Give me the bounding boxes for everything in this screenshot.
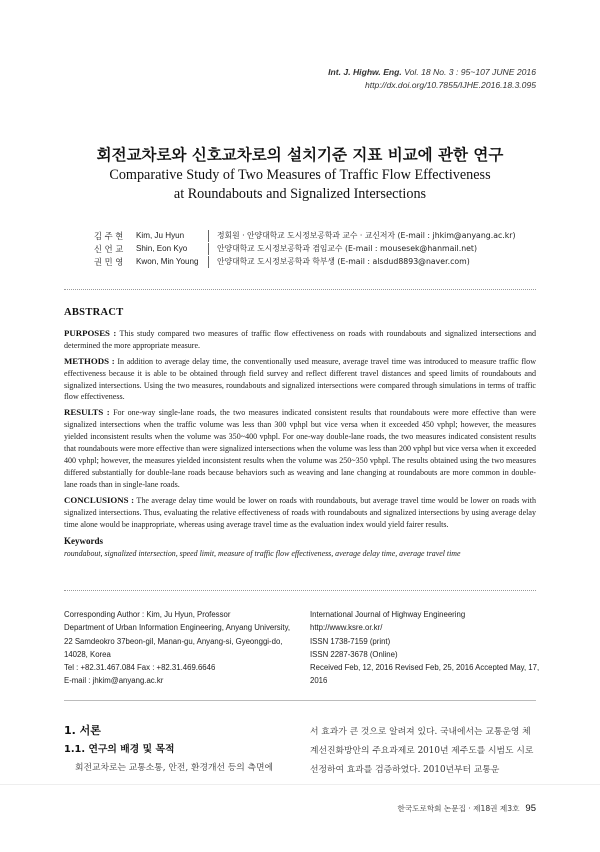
author-list: [94, 229, 516, 268]
abstract-conclusions: [64, 495, 536, 531]
received-dates: Received Feb, 12, 2016 Revised Feb, 25, 2016 Accepted May, 17, 2016: [310, 663, 540, 686]
issn-print: ISSN 1738-7159 (print): [310, 636, 391, 646]
correspondence-block: [64, 608, 296, 688]
footer-rule: [0, 784, 600, 785]
purposes-label: PURPOSES :: [64, 327, 117, 338]
author-affiliation: 정회원 · 안양대학교 도시정보공학과 교수 · 교신저자 (E-mail : jhkim@anyang.ac.kr): [217, 231, 516, 240]
volume-info: Vol. 18 No. 3 : 95~107 JUNE 2016: [404, 67, 536, 77]
title-english-line2: at Roundabouts and Signalized Intersections: [173, 186, 427, 202]
divider-solid: [64, 700, 536, 701]
corr-line: 22 Samdeokro 37beon-gil, Manan-gu, Anyang-si, Gyeonggi-do,: [64, 636, 283, 646]
abstract-purposes: [64, 328, 536, 352]
author-row: [94, 242, 516, 255]
subsection-title: 1.1. 연구의 배경 및 목적: [64, 744, 175, 755]
keywords-list: roundabout, signalized intersection, speed limit, measure of traffic flow effectiveness, average delay time, average travel time: [64, 549, 461, 559]
abstract-block: [64, 307, 536, 560]
methods-text: In addition to average delay time, the conventionally used measure, average travel time was introduced to measure traffic flow effectiveness because it is able to be obtained through field survey and reflect different travel distances and speed limits of roundabouts and signalized intersections. Using the two measures, roundabouts and signalized intersections were compared through simulations in terms of traffic flow effectiveness.: [64, 356, 537, 402]
journal-header: [328, 66, 536, 92]
author-name-en: Kwon, Min Young: [136, 257, 199, 266]
page-footer: [397, 803, 536, 814]
author-row: [94, 229, 516, 242]
divider-dotted: [64, 590, 536, 591]
journal-url[interactable]: http://www.ksre.or.kr/: [310, 623, 383, 633]
author-name-en: Kim, Ju Hyun: [136, 231, 185, 240]
conclusions-label: CONCLUSIONS :: [64, 494, 135, 505]
title-korean: 회전교차로와 신호교차로의 설치기준 지표 비교에 관한 연구: [96, 146, 504, 164]
journal-abbrev: Int. J. Highw. Eng.: [328, 67, 402, 77]
title-english: [0, 166, 600, 204]
author-divider: [208, 230, 209, 242]
page-number: 95: [525, 803, 536, 814]
section-title: 1. 서론: [64, 724, 101, 737]
corr-email[interactable]: E-mail : jhkim@anyang.ac.kr: [64, 676, 164, 686]
corr-line: 14028, Korea: [64, 649, 111, 659]
author-divider: [208, 256, 209, 268]
author-name-ko: 김 주 현: [94, 230, 124, 241]
title-english-line1: Comparative Study of Two Measures of Traffic Flow Effectiveness: [109, 167, 491, 183]
abstract-heading: ABSTRACT: [64, 307, 124, 318]
journal-name: International Journal of Highway Engineering: [310, 610, 466, 619]
author-row: [94, 255, 516, 268]
body-text-left: 회전교차로는 교통소통, 안전, 환경개선 등의 측면에: [75, 763, 274, 773]
author-name-ko: 신 언 교: [94, 243, 124, 254]
corr-line: Tel : +82.31.467.084 Fax : +82.31.469.6646: [64, 663, 216, 673]
keywords-heading: Keywords: [64, 536, 103, 547]
purposes-text: This study compared two measures of traffic flow effectiveness on roads with roundabouts and signalized intersections and determined the more appropriate measure.: [64, 328, 537, 350]
results-label: RESULTS :: [64, 407, 110, 418]
author-divider: [208, 243, 209, 255]
issn-online: ISSN 2287-3678 (Online): [310, 649, 398, 659]
abstract-methods: [64, 356, 536, 404]
abstract-results: [64, 407, 536, 490]
body-text-right: 서 효과가 큰 것으로 알려져 있다. 국내에서는 교통운영 체계선진화방안의 주요과제로 2010년 제주도를 시범도 시로 선정하여 효과를 검증하였다. 2010년부터 교통운: [310, 727, 534, 775]
doi-link[interactable]: http://dx.doi.org/10.7855/IJHE.2016.18.3.095: [364, 80, 536, 90]
journal-info-block: [310, 608, 542, 688]
results-text: For one-way single-lane roads, the two measures indicated consistent results that roundabouts were more effective than were signalized intersections when the traffic volume was less than 300 vphpl but vice versa when it exceeded 450 vphpl; however, the measures yielded inconsistent results when the volume was 350~400 vphpl. For one-way double-lane roads, the two measures indicated consistent results that roundabouts were more effective than were signalized intersections when the volume was less than 200 vphpl but vice versa when it exceeded 400 vphpl; however, the measures yielded inconsistent results when the volume was 250~350 vphpl. The results obtained using the two measures differed substantially for double-lane roads because behaviors such as weaving and lane changing at roundabouts are more common in double-lane roads than in single-lane roads.: [64, 408, 537, 489]
author-name-ko: 권 민 영: [94, 256, 124, 267]
author-name-en: Shin, Eon Kyo: [136, 244, 188, 253]
divider-dotted: [64, 289, 536, 290]
author-affiliation: 안양대학교 도시정보공학과 학부생 (E-mail : alsdud8893@naver.com): [217, 257, 470, 266]
corr-line: Corresponding Author : Kim, Ju Hyun, Professor: [64, 610, 231, 619]
author-affiliation: 안양대학교 도시정보공학과 겸임교수 (E-mail : mousesek@hanmail.net): [217, 244, 478, 253]
corr-line: Department of Urban Information Engineering, Anyang University,: [64, 623, 291, 633]
footer-journal: 한국도로학회 논문집 · 제18권 제3호: [397, 804, 520, 813]
conclusions-text: The average delay time would be lower on roads with roundabouts, but average travel time would be lower on roads with signalized intersections. Thus, evaluating the relative effectiveness of roads with roundabouts and signalized intersections by using average delay time alone would be inappropriate, whereas using average travel time as the evaluation index would yield fairer results.: [64, 495, 536, 529]
methods-label: METHODS :: [64, 355, 115, 366]
